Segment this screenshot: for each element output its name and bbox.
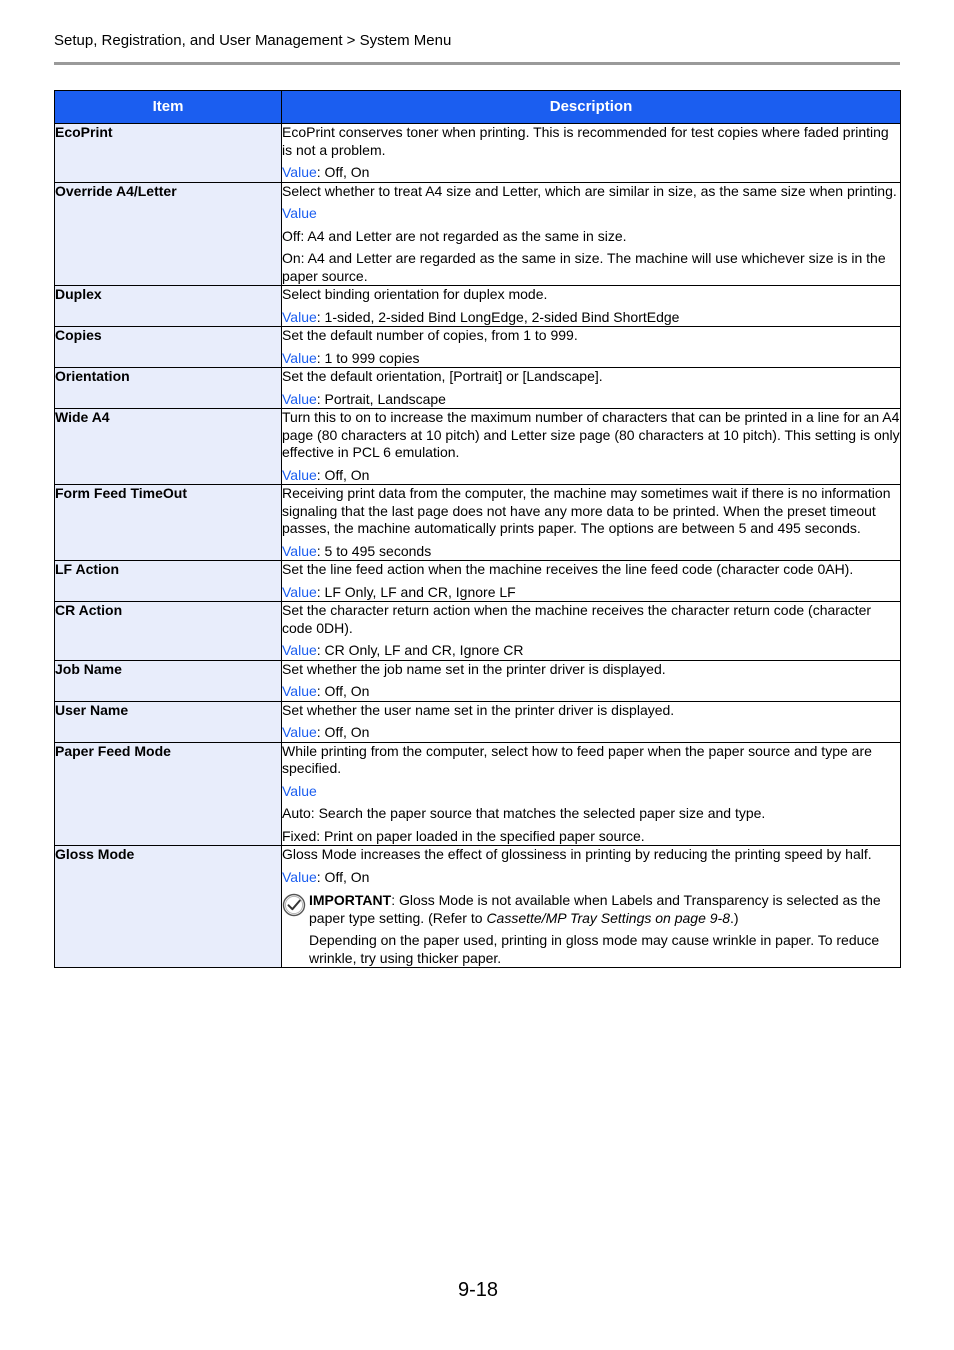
value-label: Value — [282, 724, 317, 740]
item-name: Copies — [55, 327, 282, 368]
item-name: Duplex — [55, 286, 282, 327]
value-label: Value — [282, 466, 317, 483]
table-row — [55, 286, 901, 327]
item-description — [282, 409, 901, 485]
description-text: Select binding orientation for duplex mode. — [282, 286, 548, 302]
table-row — [55, 124, 901, 183]
column-header-item: Item — [55, 91, 282, 124]
cross-reference-link[interactable]: Cassette/MP Tray Settings on page 9-8 — [486, 909, 731, 926]
page-number: 9-18 — [458, 1279, 499, 1301]
table-row — [55, 327, 901, 368]
value-label: Value — [282, 349, 317, 366]
item-name: User Name — [55, 701, 282, 742]
description-text: Gloss Mode increases the effect of glossiness in printing by reducing the printing speed by half. — [282, 846, 872, 862]
value-option-text: Off: A4 and Letter are not regarded as the same in size. — [282, 227, 627, 244]
description-text: Set whether the user name set in the printer driver is displayed. — [282, 701, 675, 718]
value-label: Value — [282, 390, 317, 407]
value-line — [282, 205, 900, 223]
check-circle-icon — [282, 893, 306, 917]
item-name: Override A4/Letter — [55, 182, 282, 286]
important-note-text: Depending on the paper used, printing in gloss mode may cause wrinkle in paper. To reduce wrinkle, try using thicker paper. — [309, 932, 880, 966]
table-row — [55, 660, 901, 701]
value-label: Value — [282, 583, 317, 600]
item-description — [282, 742, 901, 846]
value-label: Value — [282, 868, 317, 885]
value-label: Value — [282, 308, 317, 325]
item-name: EcoPrint — [55, 124, 282, 183]
value-options: : 1-sided, 2-sided Bind LongEdge, 2-sided Bind ShortEdge — [316, 308, 680, 325]
description-text: EcoPrint conserves toner when printing. This is recommended for test copies where faded printing is not a problem. — [282, 124, 889, 158]
value-line — [282, 783, 900, 801]
value-line — [282, 724, 900, 742]
important-note — [282, 892, 900, 967]
important-label: IMPORTANT — [309, 892, 392, 908]
value-options: : Off, On — [316, 466, 370, 483]
table-row — [55, 368, 901, 409]
value-options: : Off, On — [316, 164, 370, 180]
value-line — [282, 467, 900, 485]
table-header-row — [55, 91, 901, 124]
description-text: Set the default orientation, [Portrait] or [Landscape]. — [282, 368, 603, 384]
value-label: Value — [282, 205, 317, 221]
value-line — [282, 350, 900, 368]
value-label: Value — [282, 782, 317, 799]
description-text: Set the default number of copies, from 1 to 999. — [282, 327, 578, 343]
value-line — [282, 309, 900, 327]
description-text: Select whether to treat A4 size and Letter, which are similar in size, as the same size when printing. — [282, 182, 897, 199]
item-description — [282, 660, 901, 701]
value-line — [282, 391, 900, 409]
description-text: Set the line feed action when the machine receives the line feed code (character code 0AH). — [282, 561, 854, 577]
table-row — [55, 561, 901, 602]
value-options: : 5 to 495 seconds — [316, 542, 432, 559]
column-header-description: Description — [282, 91, 901, 124]
header-divider — [54, 62, 900, 65]
value-options: : 1 to 999 copies — [316, 349, 420, 366]
value-option-text: Fixed: Print on paper loaded in the specified paper source. — [282, 827, 645, 844]
item-name: LF Action — [55, 561, 282, 602]
breadcrumb: Setup, Registration, and User Management > System Menu — [54, 32, 452, 49]
value-options: : LF Only, LF and CR, Ignore LF — [316, 583, 516, 600]
table-row — [55, 485, 901, 561]
value-line — [282, 584, 900, 602]
item-name: Wide A4 — [55, 409, 282, 485]
value-options: : Off, On — [316, 868, 370, 885]
item-name: Paper Feed Mode — [55, 742, 282, 846]
value-label: Value — [282, 642, 317, 658]
value-line — [282, 683, 900, 701]
important-body: : Gloss Mode is not available when Labels and Transparency is selected as the paper type setting. (Refer to — [309, 892, 881, 926]
item-description — [282, 701, 901, 742]
value-label: Value — [282, 164, 317, 180]
item-description — [282, 286, 901, 327]
item-name: Gloss Mode — [55, 846, 282, 968]
description-text: While printing from the computer, select how to feed paper when the paper source and type are specified. — [282, 742, 872, 776]
item-name: Form Feed TimeOut — [55, 485, 282, 561]
value-option-text: Auto: Search the paper source that matches the selected paper size and type. — [282, 805, 766, 821]
value-label: Value — [282, 542, 317, 559]
value-options: : CR Only, LF and CR, Ignore CR — [316, 642, 524, 658]
item-name: Job Name — [55, 660, 282, 701]
description-text: Turn this to on to increase the maximum number of characters that can be printed in a line for an A4 page (80 characters at 10 pitch) and Letter size page (80 characters at 10 pitch). This setting is only effective in PCL 6 emulation. — [282, 409, 900, 460]
item-description — [282, 485, 901, 561]
value-line — [282, 642, 900, 660]
value-options: : Off, On — [316, 683, 370, 699]
value-option-text: On: A4 and Letter are regarded as the same in size. The machine will use whichever size is in the paper source. — [282, 250, 886, 284]
value-line — [282, 164, 900, 182]
item-description — [282, 602, 901, 661]
value-options: : Off, On — [316, 724, 370, 740]
value-options: : Portrait, Landscape — [316, 390, 446, 407]
value-label: Value — [282, 683, 317, 699]
table-row — [55, 701, 901, 742]
table-row — [55, 846, 901, 968]
item-description — [282, 368, 901, 409]
important-body-end: .) — [730, 909, 739, 926]
item-description — [282, 561, 901, 602]
description-text: Set whether the job name set in the printer driver is displayed. — [282, 660, 666, 677]
table-row — [55, 602, 901, 661]
item-description — [282, 124, 901, 183]
description-text: Receiving print data from the computer, the machine may sometimes wait if there is no information signaling that the last page does not have any more data to be printed. When the preset timeout passes, the machine automatically prints paper. The options are between 5 and 495 seconds. — [282, 485, 891, 536]
table-row — [55, 409, 901, 485]
value-line — [282, 869, 900, 887]
table-row — [55, 182, 901, 286]
item-description — [282, 182, 901, 286]
description-text: Set the character return action when the machine receives the character return code (character code 0DH). — [282, 602, 872, 636]
table-row — [55, 742, 901, 846]
important-text — [309, 892, 900, 927]
item-description — [282, 846, 901, 968]
item-name: CR Action — [55, 602, 282, 661]
item-name: Orientation — [55, 368, 282, 409]
value-line — [282, 543, 900, 561]
item-description — [282, 327, 901, 368]
settings-table — [54, 90, 901, 968]
